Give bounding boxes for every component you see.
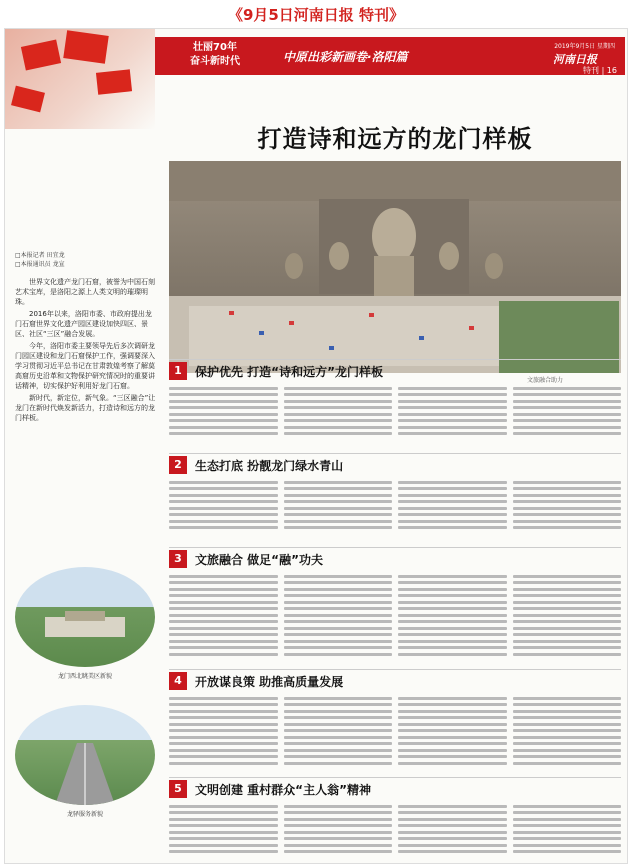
section-title: 保护优先 打造“诗和远方”龙门样板 <box>195 365 383 379</box>
section-body <box>169 477 621 533</box>
article-section <box>169 453 621 533</box>
section-number: 2 <box>169 456 187 474</box>
longmen-grottoes-photo <box>169 161 621 373</box>
banner-slogan: 壮丽70年 奋斗新时代 <box>190 42 240 67</box>
lead-paragraph: 今年，洛阳市委主要领导先后多次调研龙门园区建设和龙门石窟保护工作，强调要深入学习贯彻习近平总书记在甘肃敦煌考察了解莫高窟历史沿革和文物保护研究情况时的重要讲话精神，切实保护好利用好龙门石窟。 <box>15 342 155 390</box>
lead-paragraph: 世界文化遗产龙门石窟，被誉为中国石刻艺术宝库，是洛阳之源上人类文明的璀璨明珠。 <box>15 278 155 306</box>
lead-paragraph: 2016年以来，洛阳市委、市政府提出龙门石窟世界文化遗产园区建设加快四区、景区、社区“三区”融合发展。 <box>15 310 152 338</box>
page-headline: 《9月5日河南日报 特刊》 <box>227 6 405 24</box>
issue-date: 2019年9月5日 星期四 <box>554 43 615 50</box>
newspaper-page <box>4 28 628 864</box>
article-title: 打造诗和远方的龙门样板 <box>257 124 533 153</box>
flag-decoration <box>5 29 155 129</box>
section-title: 文明创建 重村群众“主人翁”精神 <box>195 783 371 797</box>
photo-caption: 文旅融合助力 <box>527 377 564 384</box>
byline: □本报记者 田宜龙 □本报通讯员 龙宣 <box>15 252 65 268</box>
paper-name: 河南日报 <box>553 53 597 66</box>
road-aerial-photo <box>15 705 155 805</box>
article-section <box>169 359 621 439</box>
lead-paragraph: 新时代，新定位，新气象。“三区融合”让龙门在新时代焕发新活力，打造诗和远方的龙门样板。 <box>15 394 156 422</box>
section-body <box>169 801 621 861</box>
aerial-park-photo <box>15 567 155 667</box>
article-section <box>169 777 621 861</box>
section-number: 5 <box>169 780 187 798</box>
edition-label: 特刊 | 16 <box>583 66 617 75</box>
article-section <box>169 669 621 773</box>
section-number: 1 <box>169 362 187 380</box>
banner-series-title: 中原出彩新画卷·洛阳篇 <box>283 50 408 64</box>
section-body <box>169 383 621 439</box>
section-banner <box>155 37 625 75</box>
section-body <box>169 571 621 661</box>
lead-text <box>15 277 157 425</box>
article-section <box>169 547 621 661</box>
side-photo-caption: 龙门西北眺美区新貌 <box>57 673 112 680</box>
section-title: 生态打底 扮靓龙门绿水青山 <box>195 459 344 473</box>
section-title: 文旅融合 做足“融”功夫 <box>195 553 323 567</box>
section-number: 3 <box>169 550 187 568</box>
section-number: 4 <box>169 672 187 690</box>
section-body <box>169 693 621 773</box>
side-photo-caption: 龙驿服务新貌 <box>66 811 103 818</box>
section-title: 开放谋良策 助推高质量发展 <box>195 675 344 689</box>
